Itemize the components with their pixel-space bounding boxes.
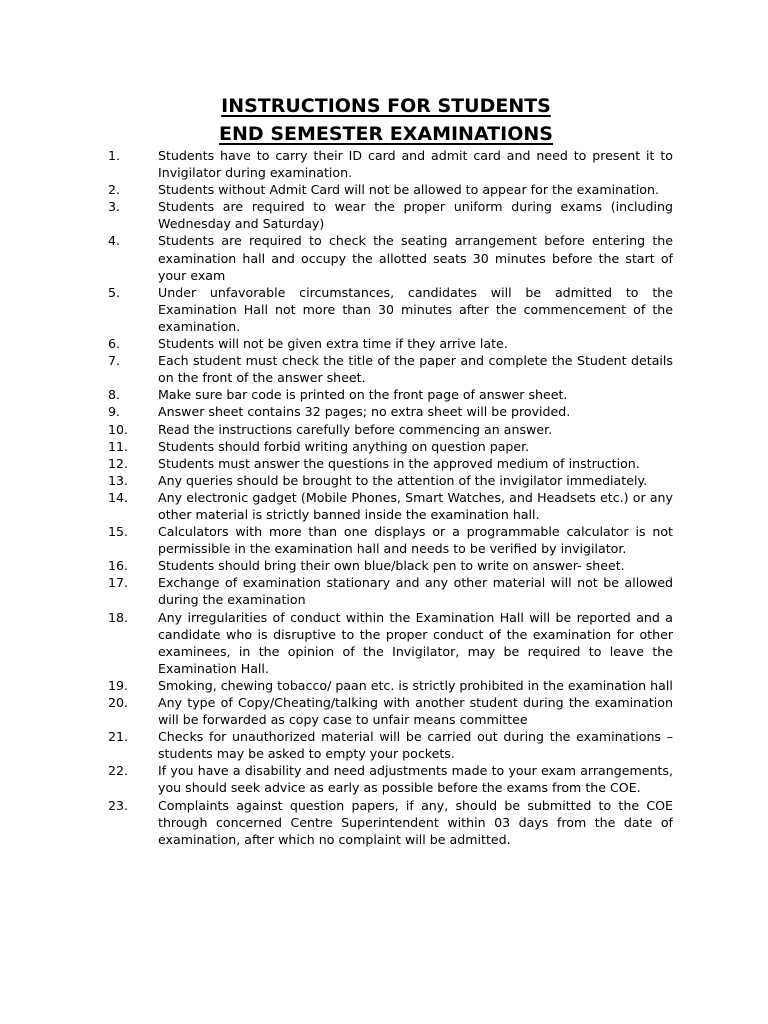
instruction-item: [108, 472, 673, 489]
instruction-text: Any irregularities of conduct within the Examination Hall will be reported and a candidate who is disruptive to the proper conduct of the examination for other examinees, in the opinion of the Invigilator, may be required to leave the Examination Hall.: [158, 609, 673, 676]
instruction-item: [108, 421, 673, 438]
instruction-text: Any electronic gadget (Mobile Phones, Smart Watches, and Headsets etc.) or any other material is strictly banned inside the examination hall.: [158, 489, 673, 522]
instruction-item: [108, 609, 673, 677]
instruction-text: Under unfavorable circumstances, candidates will be admitted to the Examination Hall not more than 30 minutes after the commencement of the examination.: [158, 284, 673, 334]
instruction-item: [108, 489, 673, 523]
instruction-number: 22.: [108, 763, 129, 779]
instruction-text: Students without Admit Card will not be allowed to appear for the examination.: [158, 182, 659, 198]
instruction-item: [108, 574, 673, 608]
instruction-number: 10.: [108, 421, 129, 437]
instruction-text: Students will not be given extra time if they arrive late.: [158, 336, 508, 352]
instruction-item: [108, 232, 673, 283]
title-line-2: END SEMESTER EXAMINATIONS: [219, 123, 553, 145]
instruction-item: [108, 523, 673, 557]
instruction-text: Students must answer the questions in the approved medium of instruction.: [158, 455, 640, 471]
instruction-text: Smoking, chewing tobacco/ paan etc. is strictly prohibited in the examination hall: [158, 677, 673, 693]
instruction-item: [108, 352, 673, 386]
instruction-item: [108, 762, 673, 796]
instruction-text: Students should forbid writing anything on question paper.: [158, 438, 530, 454]
instruction-item: [108, 677, 673, 694]
instruction-number: 9.: [108, 404, 121, 420]
instruction-number: 15.: [108, 524, 129, 540]
instruction-item: [108, 198, 673, 232]
instruction-number: 12.: [108, 455, 129, 471]
instruction-item: [108, 335, 673, 352]
instruction-item: [108, 284, 673, 335]
instruction-number: 17.: [108, 575, 129, 591]
instruction-item: [108, 438, 673, 455]
instruction-item: [108, 728, 673, 762]
instruction-item: [108, 147, 673, 181]
instruction-item: [108, 797, 673, 848]
instruction-item: [108, 386, 673, 403]
instruction-text: Students should bring their own blue/black pen to write on answer- sheet.: [158, 558, 625, 574]
instruction-text: Checks for unauthorized material will be carried out during the examinations – students may be asked to empty your pockets.: [158, 729, 673, 762]
instruction-item: [108, 455, 673, 472]
instruction-number: 19.: [108, 677, 129, 693]
instruction-number: 11.: [108, 438, 129, 454]
instruction-number: 14.: [108, 489, 129, 505]
instruction-number: 3.: [108, 199, 121, 215]
instruction-number: 4.: [108, 233, 121, 249]
instruction-number: 20.: [108, 695, 129, 710]
instruction-text: Students have to carry their ID card and admit card and need to present it to Invigilator during examination.: [158, 148, 673, 181]
instruction-number: 23.: [108, 797, 129, 813]
instruction-text: Read the instructions carefully before commencing an answer.: [158, 421, 553, 437]
instruction-text: Students are required to wear the proper uniform during exams (including Wednesday and Saturday): [158, 199, 673, 232]
instruction-number: 21.: [108, 729, 129, 745]
instruction-text: Any queries should be brought to the attention of the invigilator immediately.: [158, 472, 648, 488]
document-title: [0, 92, 768, 148]
instruction-text: Make sure bar code is printed on the front page of answer sheet.: [158, 387, 568, 403]
instruction-number: 1.: [108, 148, 121, 163]
instruction-text: Exchange of examination stationary and any other material will not be allowed during the examination: [158, 575, 673, 608]
instruction-list: [108, 147, 673, 848]
instruction-number: 8.: [108, 387, 121, 403]
instruction-text: Complaints against question papers, if any, should be submitted to the COE through concerned Centre Superintendent within 03 days from the date of examination, after which no complaint will be admitted.: [158, 797, 673, 847]
instruction-number: 2.: [108, 182, 121, 198]
instruction-item: [108, 557, 673, 574]
title-line-1: INSTRUCTIONS FOR STUDENTS: [221, 95, 551, 117]
instruction-text: Each student must check the title of the paper and complete the Student details on the front of the answer sheet.: [158, 353, 673, 386]
instruction-item: [108, 181, 673, 198]
instruction-item: [108, 694, 673, 728]
instruction-text: Any type of Copy/Cheating/talking with another student during the examination will be forwarded as copy case to unfair means committee: [158, 695, 673, 728]
instruction-number: 16.: [108, 558, 129, 574]
instruction-number: 13.: [108, 472, 129, 488]
instruction-number: 7.: [108, 353, 121, 369]
instruction-text: Calculators with more than one displays or a programmable calculator is not permissible in the examination hall and needs to be verified by invigilator.: [158, 524, 673, 557]
instruction-text: Answer sheet contains 32 pages; no extra sheet will be provided.: [158, 404, 571, 420]
instruction-number: 5.: [108, 284, 121, 300]
instruction-number: 6.: [108, 336, 121, 352]
instruction-item: [108, 403, 673, 420]
instruction-number: 18.: [108, 609, 129, 625]
instruction-text: If you have a disability and need adjustments made to your exam arrangements, you should seek advice as early as possible before the exams from the COE.: [158, 763, 673, 796]
instruction-text: Students are required to check the seating arrangement before entering the examination hall and occupy the allotted seats 30 minutes before the start of your exam: [158, 233, 673, 283]
